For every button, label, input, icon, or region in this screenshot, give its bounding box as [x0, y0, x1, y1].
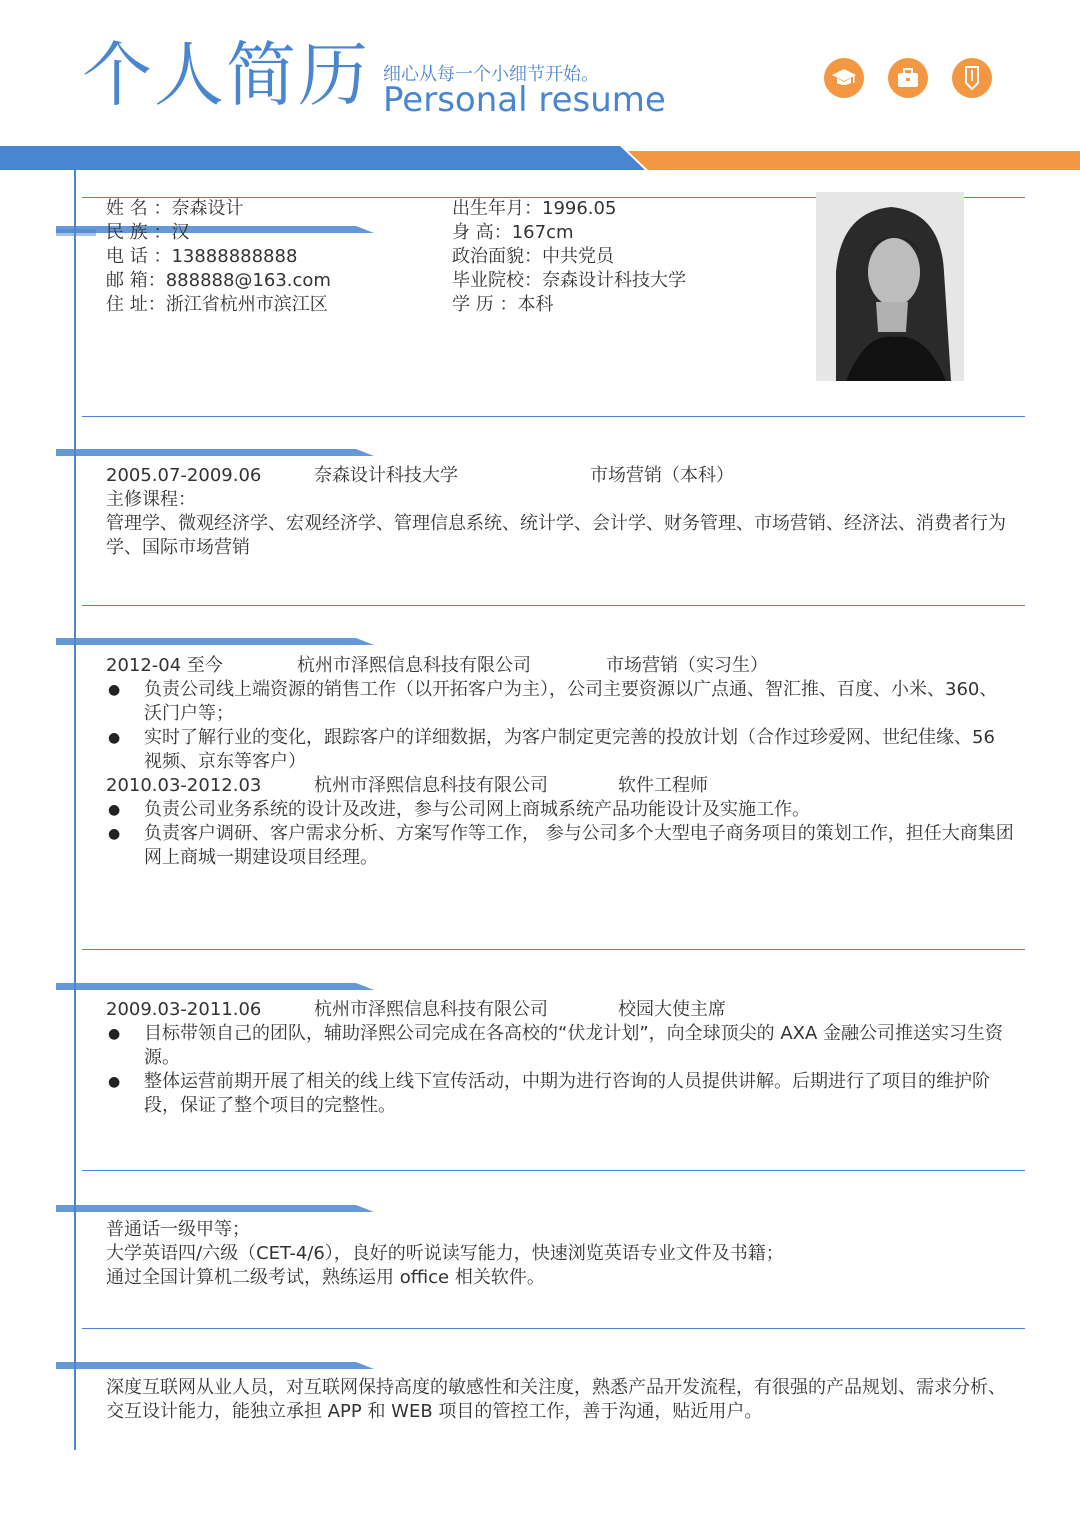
bullet-icon: ●: [108, 1074, 121, 1090]
job-item: 负责客户调研、客户需求分析、方案写作等工作， 参与公司多个大型电子商务项目的策划工作，担任大商集团网上商城一期建设项目经理。: [144, 823, 1014, 868]
campus-role: 校园大使主席: [618, 999, 726, 1020]
campus-item: 整体运营前期开展了相关的线上线下宣传活动，中期为进行咨询的人员提供讲解。后期进行了项目的维护阶段，保证了整个项目的完整性。: [144, 1071, 990, 1116]
header-band-orange: [628, 151, 1080, 170]
profile-photo: [816, 192, 964, 381]
campus-period: 2009.03-2011.06: [106, 999, 262, 1020]
bullet-icon: ●: [108, 682, 121, 698]
job-item: 负责公司线上端资源的销售工作（以开拓客户为主），公司主要资源以广点通、智汇推、百度、小米、360、沃门户等；: [144, 679, 998, 724]
divider: [82, 1328, 1025, 1329]
divider: [82, 1170, 1025, 1171]
header-band-blue: [0, 146, 660, 170]
edu-courses-label: 主修课程：: [106, 489, 196, 510]
divider: [82, 605, 1025, 606]
graduation-cap-icon: [824, 58, 864, 98]
skill-line: 普通话一级甲等；: [106, 1219, 250, 1240]
job-role: 软件工程师: [618, 775, 708, 796]
job-period: 2010.03-2012.03: [106, 775, 262, 796]
bullet-icon: ●: [108, 730, 121, 746]
timeline-line: [74, 170, 76, 1450]
campus-item: 目标带领自己的团队，辅助泽熙公司完成在各高校的“伏龙计划”，向全球顶尖的 AXA 金融公司推送实习生资源。: [144, 1023, 1004, 1068]
bullet-icon: ●: [108, 1026, 121, 1042]
info-ethnicity: 民 族 ：汉: [106, 222, 190, 243]
job-period: 2012-04 至今: [106, 655, 223, 676]
bullet-icon: ●: [108, 826, 121, 842]
section-tab-marker: [56, 1360, 376, 1374]
section-tab-marker: [56, 1203, 376, 1217]
edu-major: 市场营销（本科）: [590, 465, 734, 486]
info-degree: 学 历 ：本科: [452, 294, 554, 315]
self-evaluation: 深度互联网从业人员，对互联网保持高度的敏感性和关注度，熟悉产品开发流程，有很强的产品规划、需求分析、交互设计能力，能独立承担 APP 和 WEB 项目的管控工作，善于沟通，贴近用户。: [106, 1377, 1006, 1422]
info-address: 住 址：浙江省杭州市滨江区: [106, 294, 328, 315]
info-name: 姓 名 ：奈森设计: [106, 198, 244, 219]
edu-courses: 管理学、微观经济学、宏观经济学、管理信息系统、统计学、会计学、财务管理、市场营销、经济法、消费者行为学、国际市场营销: [106, 513, 1006, 558]
job-item: 负责公司业务系统的设计及改进，参与公司网上商城系统产品功能设计及实施工作。: [144, 799, 810, 820]
divider: [82, 416, 1025, 417]
job-item: 实时了解行业的变化，跟踪客户的详细数据，为客户制定更完善的投放计划（合作过珍爱网、世纪佳缘、56 视频、京东等客户）: [144, 727, 995, 772]
section-tab-marker: [56, 447, 376, 461]
edu-period: 2005.07-2009.06: [106, 465, 262, 486]
info-height: 身 高：167cm: [452, 222, 574, 243]
job-company: 杭州市泽熙信息科技有限公司: [297, 655, 531, 676]
job-role: 市场营销（实习生）: [606, 655, 768, 676]
info-politics: 政治面貌：中共党员: [452, 246, 614, 267]
section-tab-marker: [56, 224, 376, 238]
divider: [82, 949, 1025, 950]
resume-title-en: Personal resume: [383, 80, 666, 120]
skill-line: 通过全国计算机二级考试，熟练运用 office 相关软件。: [106, 1267, 545, 1288]
section-tab-marker: [56, 981, 376, 995]
campus-company: 杭州市泽熙信息科技有限公司: [314, 999, 548, 1020]
bullet-icon: ●: [108, 802, 121, 818]
resume-slogan: 细心从每一个小细节开始。: [383, 64, 599, 85]
resume-title-cn: 个人简历: [82, 34, 370, 116]
skill-line: 大学英语四/六级（CET-4/6），良好的听说读写能力，快速浏览英语专业文件及书籍；: [106, 1243, 784, 1264]
info-birth: 出生年月：1996.05: [452, 198, 617, 219]
job-company: 杭州市泽熙信息科技有限公司: [314, 775, 548, 796]
info-email: 邮 箱：888888@163.com: [106, 270, 331, 291]
briefcase-icon: [888, 58, 928, 98]
edu-school: 奈森设计科技大学: [314, 465, 458, 486]
pencil-icon: [952, 58, 992, 98]
section-tab-marker: [56, 636, 376, 650]
info-school: 毕业院校：奈森设计科技大学: [452, 270, 686, 291]
info-phone: 电 话 ：13888888888: [106, 246, 298, 267]
